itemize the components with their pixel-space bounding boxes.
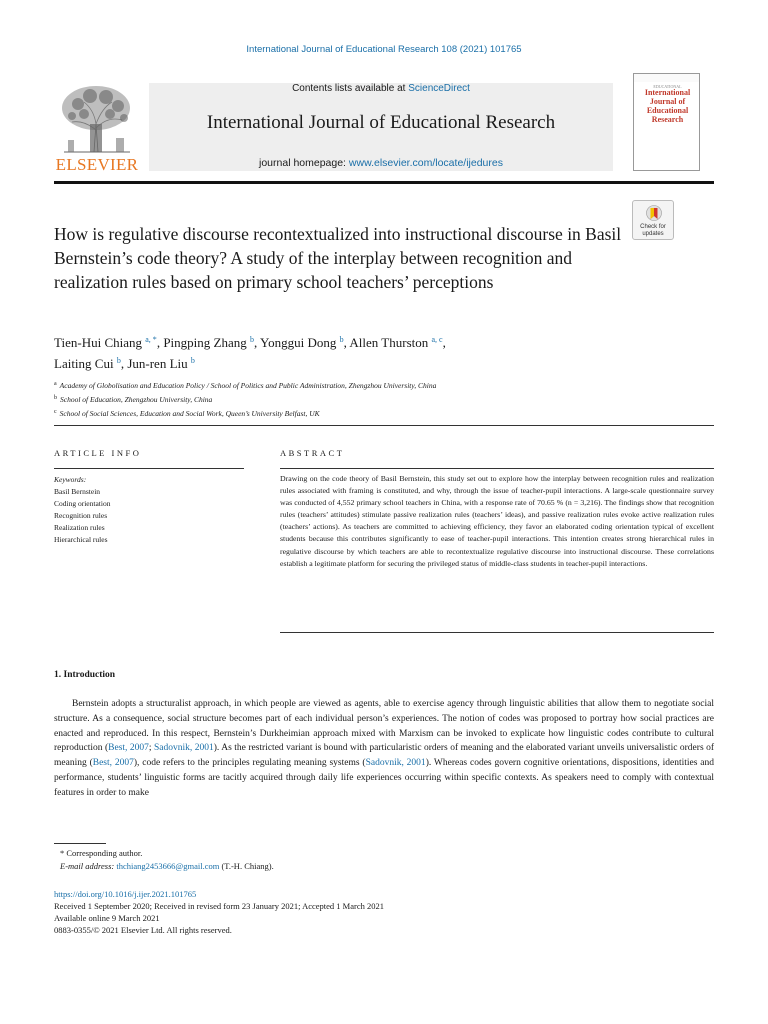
- author-affiliation-marker[interactable]: a, *: [145, 335, 157, 344]
- cover-small-text: EDUCATIONAL: [653, 84, 682, 89]
- available-online: Available online 9 March 2021: [54, 913, 160, 923]
- author-affiliation-marker[interactable]: b: [116, 356, 121, 365]
- author-affiliation-marker[interactable]: a, c: [431, 335, 443, 344]
- author-name[interactable]: Yonggui Dong: [260, 335, 337, 350]
- keywords-block: [54, 474, 244, 546]
- email-suffix: (T.-H. Chiang).: [219, 861, 274, 871]
- author-list: [54, 331, 614, 373]
- affiliation-marker: b: [54, 395, 57, 401]
- author-name[interactable]: Tien-Hui Chiang: [54, 335, 142, 350]
- author-name[interactable]: Pingping Zhang: [163, 335, 247, 350]
- homepage-line: [149, 157, 613, 169]
- article-info-rule: [54, 468, 244, 469]
- sciencedirect-link[interactable]: ScienceDirect: [408, 83, 470, 94]
- check-for-updates-button[interactable]: [632, 200, 674, 240]
- contents-line: [149, 83, 613, 94]
- author-separator: ,: [156, 335, 164, 350]
- intro-text-segment: ;: [148, 743, 155, 754]
- citation-link[interactable]: Best, 2007: [108, 743, 149, 754]
- author-separator: ,: [442, 335, 446, 350]
- email-line: [54, 860, 714, 873]
- keywords-label: Keywords:: [54, 475, 87, 484]
- cover-band: [634, 74, 699, 82]
- homepage-prefix: journal homepage:: [259, 157, 349, 169]
- affiliation-text: School of Education, Zhengzhou University, China: [60, 395, 213, 404]
- publication-info: [54, 888, 714, 936]
- header-rule: [54, 181, 714, 184]
- citation-link[interactable]: Best, 2007: [92, 758, 134, 769]
- affiliation-text: School of Social Sciences, Education and Social Work, Queen’s University Belfast, UK: [59, 409, 320, 418]
- homepage-link[interactable]: www.elsevier.com/locate/ijedures: [348, 157, 503, 169]
- author-affiliation-marker[interactable]: b: [249, 335, 254, 344]
- journal-title: International Journal of Educational Research: [206, 112, 556, 133]
- affiliation-list: [54, 378, 714, 420]
- affiliation-item: [54, 378, 714, 392]
- journal-cover-thumbnail[interactable]: [633, 73, 700, 171]
- author-name[interactable]: Laiting Cui: [54, 356, 114, 371]
- elsevier-wordmark: ELSEVIER: [55, 155, 139, 174]
- abstract-text: Drawing on the code theory of Basil Bernstein, this study set out to explore how the interplay between recognition rules and realization rules associated with framing is constituted, and why, through the issue of teacher-pupil interactions. A large-scale questionnaire survey was conducted of 4,552 primary school teachers in China, with a response rate of 70.65 % (n = 3,216). The findings show that recognition rules (teachers’ attitudes) stimulate passive realization rules (teachers’ ideas), and passive realization rules evoke active realization rules (teachers’ actions). As teachers are committed to achieving efficiency, they favor an elaborated coding orientation typical of excellent students because this contributes significantly to ease of teacher-pupil interactions. This intention creates strong hierarchical rules in regulative discourse by which teachers are able to recontextualize regulative discourse into instructional discourse. These correlations establish a legitimate platform for securing the privileged status of middle-class students in teacher-pupil interactions.: [280, 474, 714, 568]
- received-dates: Received 1 September 2020; Received in revised form 23 January 2021; Accepted 1 March 2021: [54, 901, 384, 911]
- intro-text-segment: ). As the restricted variant is bound with particularistic orders of meaning and the elaborated variant unveils universalistic orders of meaning (: [54, 743, 715, 769]
- email-link[interactable]: thchiang2453666@gmail.com: [116, 861, 220, 871]
- intro-text-segment: ). Whereas codes govern cognitive orientations, dispositions, identities and performance, students’ linguistic forms are tacitly acquired through daily life experiences occurring within specific contexts. As speakers need to comply with contextual features in order to make: [54, 758, 715, 798]
- copyright: 0883-0355/© 2021 Elsevier Ltd. All rights reserved.: [54, 925, 232, 935]
- citation-link[interactable]: Sadovnik, 2001: [365, 758, 426, 769]
- footnotes: [54, 847, 714, 873]
- abstract-rule: [280, 468, 714, 469]
- introduction-heading: 1. Introduction: [54, 670, 116, 680]
- contents-prefix: Contents lists available at: [292, 83, 409, 94]
- introduction-paragraph: [54, 697, 714, 801]
- article-title: How is regulative discourse recontextualized into instructional discourse in Basil Bernstein’s code theory? A study of the interplay between recognition and realization rules based on primary school teachers’ perceptions: [54, 224, 622, 292]
- author-affiliation-marker[interactable]: b: [190, 356, 195, 365]
- affiliation-marker: a: [54, 381, 57, 387]
- affiliation-text: Academy of Globolisation and Education Policy / School of Politics and Public Administration, Zhengzhou University, China: [59, 381, 437, 390]
- citation-link[interactable]: Sadovnik, 2001: [154, 743, 214, 754]
- intro-text-segment: ), code refers to the principles regulating meaning systems (: [133, 758, 366, 769]
- author-separator: ,: [120, 356, 128, 371]
- doi-link[interactable]: https://doi.org/10.1016/j.ijer.2021.101765: [54, 889, 197, 899]
- corresponding-author-note: * Corresponding author.: [60, 848, 143, 858]
- journal-reference-link[interactable]: International Journal of Educational Research 108 (2021) 101765: [246, 44, 522, 55]
- bookmark-icon: [646, 205, 662, 223]
- check-updates-label: Check for updates: [640, 224, 666, 237]
- cover-title: International Journal of Educational Research: [644, 88, 691, 124]
- affiliation-item: [54, 406, 714, 420]
- section-divider: [54, 425, 714, 426]
- affiliation-item: [54, 392, 714, 406]
- article-info-heading: ARTICLE INFO: [54, 448, 142, 458]
- abstract-bottom-rule: [280, 632, 714, 633]
- author-affiliation-marker[interactable]: b: [339, 335, 344, 344]
- keyword-item: Recognition rules: [54, 511, 108, 520]
- email-label: E-mail address:: [60, 861, 117, 871]
- author-name[interactable]: Jun-ren Liu: [127, 356, 188, 371]
- author-separator: ,: [253, 335, 261, 350]
- keyword-item: Realization rules: [54, 523, 105, 532]
- author-name[interactable]: Allen Thurston: [349, 335, 429, 350]
- abstract-heading: ABSTRACT: [280, 448, 345, 458]
- author-separator: ,: [343, 335, 350, 350]
- intro-text-segment: Bernstein adopts a structuralist approach, in which people are viewed as agents, able to exercise agency through linguistic abilities that allow them to negotiate social structure. As a consequence, social structure becomes part of each individual person’s experiences. The notion of codes was proposed to portray how social practices are enacted and reproduced. In this respect, Bernstein’s Durkheimian approach mixed with Marxism can be invoked to explicate how linguistic codes contribute to cultural reproduction (: [54, 699, 714, 754]
- keyword-item: Coding orientation: [54, 499, 111, 508]
- keyword-item: Hierarchical rules: [54, 535, 108, 544]
- affiliation-marker: c: [54, 409, 57, 415]
- keyword-item: Basil Bernstein: [54, 487, 101, 496]
- footnote-rule: [54, 843, 106, 844]
